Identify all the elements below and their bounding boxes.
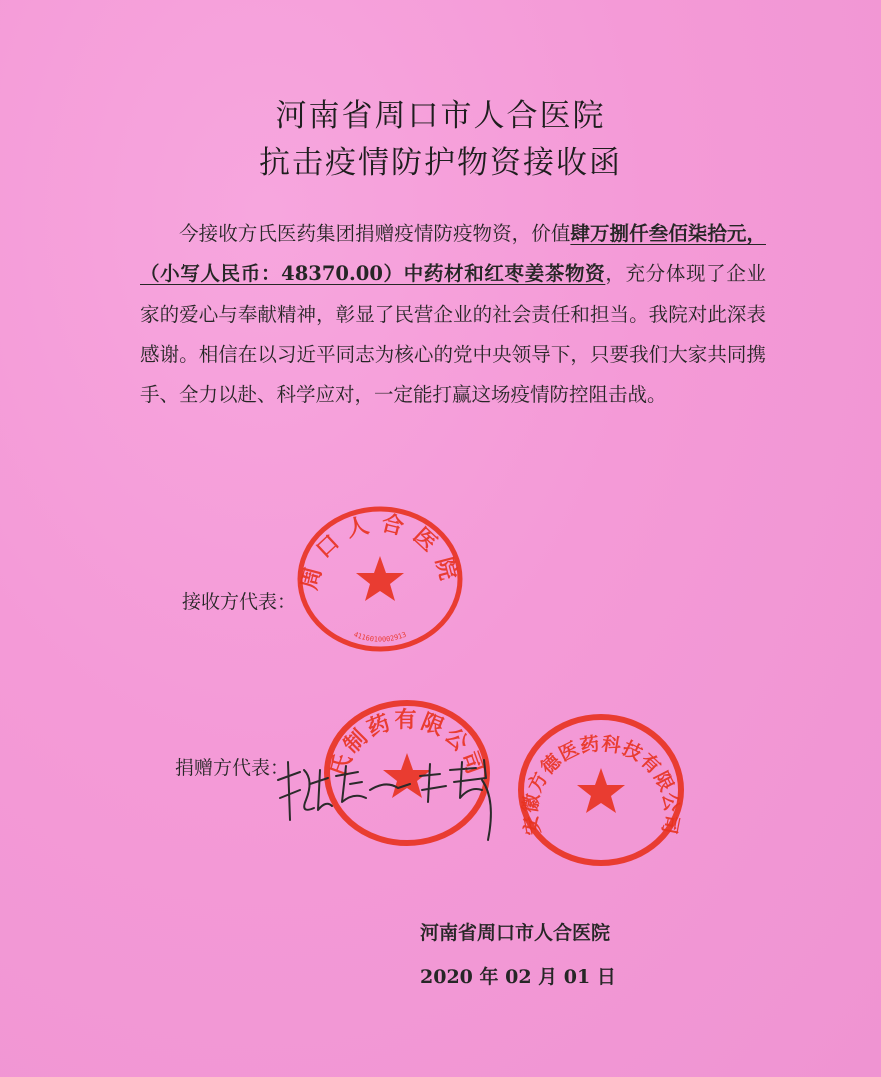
handwritten-signature (270, 740, 520, 850)
receiver-seal-text: 周口人合医院 (296, 509, 464, 593)
body-text-part1: 今接收方氏医药集团捐赠疫情防疫物资，价值 (179, 222, 571, 245)
document-title: 河南省周口市人合医院 (275, 98, 606, 134)
body-text-part2: ，充分体现了企业家的爱心与奉献精神，彰显了民营企业的社会责任和担当。我院对此深表感谢。相信在以习近平同志为核心的党中央领导下，只要我们大家共同携手、全力以赴、科学应对，一定能打赢这场疫情防控阻击战。 (140, 262, 766, 407)
donor-company-seal (516, 713, 686, 868)
document-subtitle: 抗击疫情防护物资接收函 (259, 145, 622, 181)
star-icon (356, 556, 404, 601)
letter-body (140, 214, 766, 415)
signing-date: 2020 年 02 月 01 日 (420, 966, 616, 988)
receiver-seal-number: 4116010002913 (352, 630, 408, 644)
donor-seal-text: 氏制药有限公司 (325, 707, 489, 781)
star-icon (577, 768, 625, 813)
signing-organization: 河南省周口市人合医院 (420, 922, 611, 944)
donor-company-seal-text: 安徽方德医药科技有限公司 (519, 732, 683, 837)
svg-text:4116010002913 (353, 631, 408, 644)
donor-representative-label: 捐赠方代表： (175, 757, 290, 779)
donation-amount-text: 肆万捌仟叁佰柒拾元，（小写人民币：48370.00）中药材和红枣姜茶物资 (140, 222, 766, 286)
receiver-seal (295, 504, 465, 654)
receiver-representative-label: 接收方代表： (182, 591, 297, 613)
